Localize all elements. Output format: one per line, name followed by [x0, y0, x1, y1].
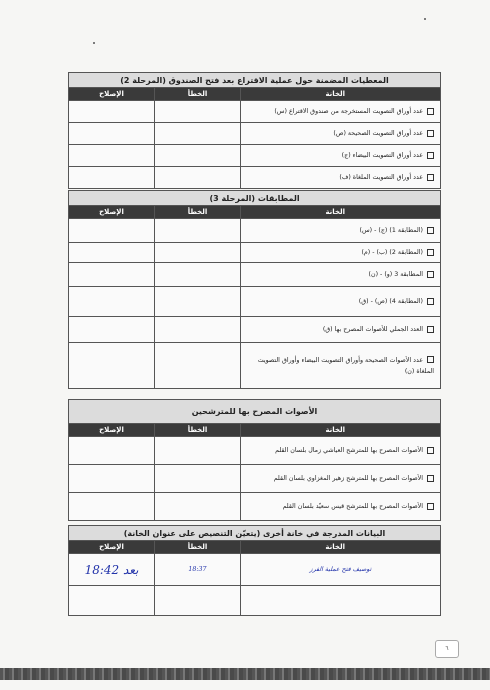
state-cell: عدد أوراق التصويت الملغاة (ف) [241, 167, 441, 189]
error-cell[interactable] [155, 167, 241, 189]
header-state: الخانة [241, 206, 441, 219]
scan-edge-bar [0, 668, 490, 680]
checkbox[interactable] [427, 249, 434, 256]
fix-cell[interactable] [69, 317, 155, 343]
checkbox[interactable] [427, 227, 434, 234]
section-title: الأصوات المصرح بها للمترشحين [69, 400, 441, 424]
header-fix: الإصلاح [69, 541, 155, 554]
state-cell: عدد الأصوات الصحيحة وأوراق التصويت البيضاء وأوراق التصويت الملغاة (ن) [241, 343, 441, 389]
error-cell[interactable] [155, 219, 241, 243]
section-5-table [68, 525, 441, 616]
checkbox[interactable] [427, 174, 434, 181]
error-cell[interactable] [155, 343, 241, 389]
fix-cell[interactable] [69, 465, 155, 493]
fix-cell[interactable] [69, 263, 155, 287]
header-error: الخطأ [155, 541, 241, 554]
fix-cell[interactable] [69, 145, 155, 167]
fix-cell[interactable] [69, 101, 155, 123]
header-error: الخطأ [155, 424, 241, 437]
error-cell[interactable] [155, 123, 241, 145]
state-cell: الأصوات المصرح بها للمترشح العياشي زمال بلسان القلم [241, 437, 441, 465]
checkbox[interactable] [427, 152, 434, 159]
checkbox[interactable] [427, 130, 434, 137]
checkbox[interactable] [427, 271, 434, 278]
checkbox[interactable] [427, 447, 434, 454]
fix-cell[interactable] [69, 343, 155, 389]
state-cell: الأصوات المصرح بها للمترشح زهير المغزاوي بلسان القلم [241, 465, 441, 493]
handwritten-fix[interactable]: 18:42 بعد [69, 554, 155, 586]
header-state: الخانة [241, 424, 441, 437]
fix-cell[interactable] [69, 586, 155, 616]
header-fix: الإصلاح [69, 424, 155, 437]
checkbox[interactable] [427, 475, 434, 482]
section-title: البيانات المدرجة في خانة أخرى (يتعيّن التنصيص على عنوان الخانة) [69, 526, 441, 541]
speck [93, 42, 95, 44]
error-cell[interactable] [155, 287, 241, 317]
error-cell[interactable] [155, 145, 241, 167]
error-cell[interactable] [155, 243, 241, 263]
fix-cell[interactable] [69, 243, 155, 263]
header-error: الخطأ [155, 206, 241, 219]
fix-cell[interactable] [69, 123, 155, 145]
checkbox[interactable] [427, 108, 434, 115]
section-title: المعطيات المضمنة حول عملية الاقتراع بعد فتح الصندوق (المرحلة 2) [69, 73, 441, 88]
error-cell[interactable] [155, 317, 241, 343]
error-cell[interactable] [155, 437, 241, 465]
error-cell[interactable] [155, 586, 241, 616]
checkbox[interactable] [427, 298, 434, 305]
fix-cell[interactable] [69, 219, 155, 243]
checkbox[interactable] [427, 503, 434, 510]
section-3-table [68, 190, 441, 389]
state-cell: عدد أوراق التصويت البيضاء (ج) [241, 145, 441, 167]
fix-cell[interactable] [69, 287, 155, 317]
state-cell: عدد أوراق التصويت المستخرجة من صندوق الاقتراع (س) [241, 101, 441, 123]
checkbox[interactable] [427, 326, 434, 333]
section-title: المطابقات (المرحلة 3) [69, 191, 441, 206]
section-4-table [68, 399, 441, 521]
handwritten-state[interactable]: توصيف فتح عملية الفرز [241, 554, 441, 586]
header-error: الخطأ [155, 88, 241, 101]
speck [424, 18, 426, 20]
state-cell: (المطابقة 1) (ج) - (س) [241, 219, 441, 243]
fix-cell[interactable] [69, 167, 155, 189]
state-cell: العدد الجملي للأصوات المصرح بها (ق) [241, 317, 441, 343]
fix-cell[interactable] [69, 493, 155, 521]
header-fix: الإصلاح [69, 206, 155, 219]
fix-cell[interactable] [69, 437, 155, 465]
state-cell: المطابقة 3 (و) - (ن) [241, 263, 441, 287]
error-cell[interactable] [155, 465, 241, 493]
state-cell: (المطابقة 4) (ص) - (ق) [241, 287, 441, 317]
header-state: الخانة [241, 541, 441, 554]
handwritten-error[interactable]: 18:37 [155, 554, 241, 586]
checkbox[interactable] [427, 356, 434, 363]
error-cell[interactable] [155, 263, 241, 287]
header-fix: الإصلاح [69, 88, 155, 101]
page-number: ٦ [435, 640, 459, 658]
state-cell: (المطابقة 2) (ب) - (م) [241, 243, 441, 263]
state-cell[interactable] [241, 586, 441, 616]
error-cell[interactable] [155, 493, 241, 521]
state-cell: الأصوات المصرح بها للمترشح قيس سعيّد بلسان القلم [241, 493, 441, 521]
error-cell[interactable] [155, 101, 241, 123]
state-cell: عدد أوراق التصويت الصحيحة (ص) [241, 123, 441, 145]
section-2-table [68, 72, 441, 189]
header-state: الخانة [241, 88, 441, 101]
